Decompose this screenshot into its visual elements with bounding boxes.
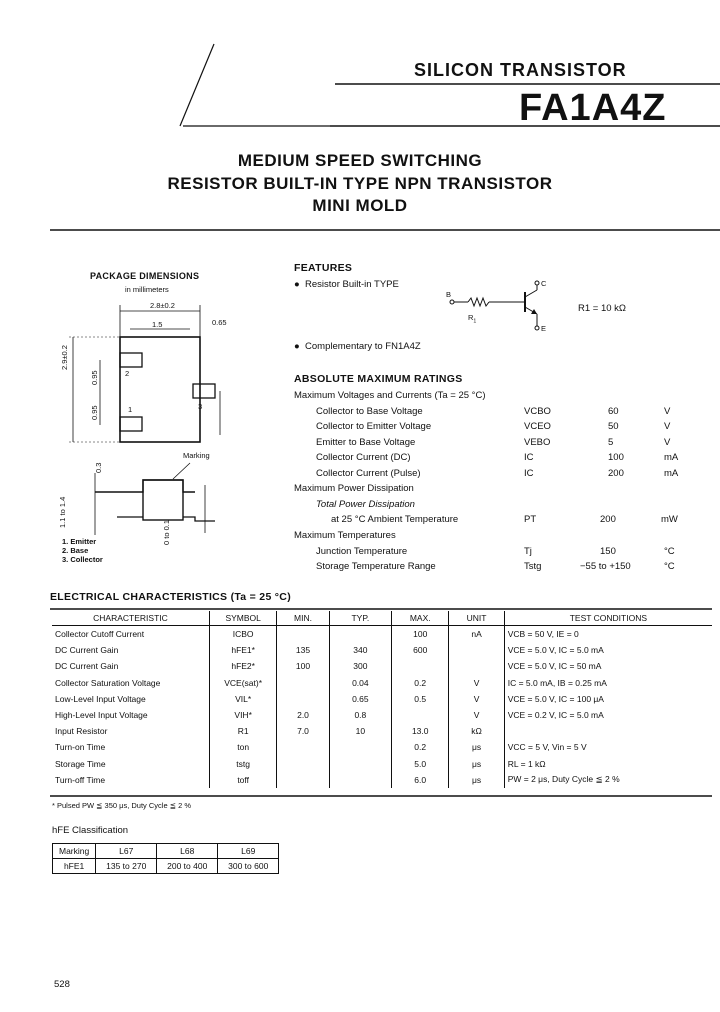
elec-row: [52, 691, 712, 707]
elec-cell-min: 2.0: [277, 707, 329, 723]
hfe-header-l67: L67: [96, 844, 157, 859]
elec-cell-sym: VCE(sat)*: [209, 675, 276, 691]
elec-row: [52, 772, 712, 788]
hfe-row-label: hFE1: [53, 859, 96, 874]
elec-row: [52, 723, 712, 739]
pin-2-label: 2: [125, 369, 130, 378]
elec-row: [52, 707, 712, 723]
abs-max-pd-unit: mW: [661, 514, 678, 525]
elec-cell-unit: nA: [449, 626, 504, 643]
lead-1: [120, 417, 142, 431]
elec-cell-unit: V: [449, 691, 504, 707]
elec-cell-max: 6.0: [392, 772, 449, 788]
circuit-symbol: [440, 280, 570, 335]
abs-max-group-voltages: Maximum Voltages and Currents (Ta = 25 °C): [294, 390, 486, 401]
temp-unit: °C: [664, 561, 675, 572]
abs-max-name: Collector Current (Pulse): [316, 468, 421, 479]
elec-cell-cond: IC = 5.0 mA, IB = 0.25 mA: [504, 675, 712, 691]
elec-cell-ch: Low-Level Input Voltage: [55, 693, 146, 704]
abs-max-value: 60: [608, 406, 619, 417]
abs-max-name: Emitter to Base Voltage: [316, 437, 416, 448]
lead-3: [193, 384, 215, 398]
elec-cell-min: [277, 675, 329, 691]
feature-bullet-2: ● Complementary to FN1A4Z: [294, 341, 421, 352]
elec-cell-unit: [449, 658, 504, 674]
hfe-title: hFE Classification: [52, 825, 129, 836]
abs-max-pd-name: at 25 °C Ambient Temperature: [331, 514, 459, 525]
pin-1-label: 1: [128, 405, 133, 414]
circuit-resistor-label: $R_1$: [468, 313, 477, 325]
abs-max-symbol: VCEO: [524, 421, 551, 432]
elec-cell-ch: High-Level Input Voltage: [55, 710, 148, 721]
elec-cell-ch: DC Current Gain: [55, 645, 119, 656]
elec-cell-typ: 0.8: [329, 707, 391, 723]
elec-cell-typ: 10: [329, 723, 391, 739]
temp-symbol: Tstg: [524, 561, 542, 572]
abs-max-name: Collector to Emitter Voltage: [316, 421, 432, 432]
elec-cell-min: [277, 691, 329, 707]
abs-max-name: Collector to Base Voltage: [316, 406, 423, 417]
dim-standoff: 0 to 0.1: [162, 519, 171, 545]
marking-label: Marking: [183, 451, 210, 460]
elec-cell-sym: VIL*: [209, 691, 276, 707]
abs-max-symbol: IC: [524, 452, 534, 463]
abs-max-group-power-sub: Total Power Dissipation: [316, 499, 415, 510]
elec-cell-max: 0.2: [392, 739, 449, 755]
abs-max-unit: V: [664, 406, 671, 417]
feature-bullet-1: ● Resistor Built-in TYPE: [294, 279, 399, 290]
elec-cell-cond: RL = 1 kΩ: [504, 756, 712, 772]
feature-item-1: Resistor Built-in TYPE: [305, 279, 399, 290]
elec-title: ELECTRICAL CHARACTERISTICS (Ta = 25 °C): [50, 591, 291, 603]
elec-cell-unit: V: [449, 707, 504, 723]
abs-max-symbol: VCBO: [524, 406, 551, 417]
elec-cell-cond: VCC = 5 V, Vin = 5 V: [504, 739, 712, 755]
elec-header: MIN.: [277, 611, 329, 626]
abs-max-group-temp: Maximum Temperatures: [294, 530, 396, 541]
elec-cell-sym: hFE1*: [209, 642, 276, 658]
abs-max-pd-symbol: PT: [524, 514, 537, 525]
elec-header: SYMBOL: [209, 611, 276, 626]
elec-cell-sym: tstg: [209, 756, 276, 772]
elec-row: [52, 675, 712, 691]
elec-cell-max: 5.0: [392, 756, 449, 772]
dim-thick-b: 1.1 to 1.4: [58, 496, 67, 528]
pin-legend-1: 1. Emitter: [62, 537, 97, 546]
side-view-body: [95, 480, 195, 492]
abs-max-unit: mA: [664, 468, 679, 479]
elec-cell-sym: hFE2*: [209, 658, 276, 674]
abs-max-pd-value: 200: [600, 514, 616, 525]
elec-cell-typ: [329, 626, 391, 643]
hfe-value-l68: 200 to 400: [157, 859, 218, 874]
elec-cell-sym: toff: [209, 772, 276, 788]
package-subtitle: in millimeters: [125, 285, 169, 294]
headline-line-1: MEDIUM SPEED SWITCHING: [237, 151, 483, 170]
temp-name: Junction Temperature: [316, 546, 408, 557]
elec-header: TEST CONDITIONS: [504, 611, 712, 626]
package-drawing: [55, 295, 235, 565]
elec-cell-min: [277, 626, 329, 643]
elec-cell-ch: Turn-on Time: [55, 742, 106, 753]
elec-row: [52, 756, 712, 772]
resistor-value: R1 = 10 kΩ: [578, 303, 627, 314]
dim-pitch-a: 0.95: [90, 370, 99, 385]
elec-cell-min: [277, 772, 329, 788]
feature-item-2: Complementary to FN1A4Z: [305, 341, 421, 352]
elec-cell-typ: 340: [329, 642, 391, 658]
dim-height: 2.9±0.2: [60, 345, 69, 370]
elec-cell-ch: DC Current Gain: [55, 661, 119, 672]
elec-header: UNIT: [449, 611, 504, 626]
elec-row: [52, 658, 712, 674]
temp-symbol: Tj: [524, 546, 532, 557]
elec-cell-cond: VCE = 5.0 V, IC = 100 μA: [504, 691, 712, 707]
features-title: FEATURES: [294, 262, 353, 274]
elec-cell-unit: kΩ: [449, 723, 504, 739]
elec-cell-typ: 0.65: [329, 691, 391, 707]
elec-cell-ch: Input Resistor: [55, 726, 108, 737]
elec-cell-typ: 0.04: [329, 675, 391, 691]
elec-cell-ch: Storage Time: [55, 758, 106, 769]
lead-2: [120, 353, 142, 367]
page-number: 528: [54, 979, 70, 990]
elec-cell-cond: VCE = 5.0 V, IC = 5.0 mA: [504, 642, 712, 658]
elec-cell-ch: Collector Cutoff Current: [55, 629, 145, 640]
elec-cell-max: 0.2: [392, 675, 449, 691]
elec-header: MAX.: [392, 611, 449, 626]
elec-row: [52, 642, 712, 658]
device-category: SILICON TRANSISTOR: [414, 60, 627, 80]
elec-cell-sym: ton: [209, 739, 276, 755]
headline-line-3: MINI MOLD: [312, 196, 408, 215]
circuit-emitter-label: E: [541, 324, 547, 333]
abs-max-unit: V: [664, 421, 671, 432]
circuit-collector-label: C: [541, 279, 547, 288]
elec-cell-unit: [449, 642, 504, 658]
abs-max-value: 100: [608, 452, 624, 463]
elec-cell-unit: μs: [449, 772, 504, 788]
pin-legend-3: 3. Collector: [62, 555, 103, 564]
elec-cell-min: [277, 739, 329, 755]
elec-cell-sym: ICBO: [209, 626, 276, 643]
hfe-header-l69: L69: [218, 844, 279, 859]
dim-lead-offset: 0.65: [212, 318, 227, 327]
elec-cell-typ: 300: [329, 658, 391, 674]
hfe-value-l69: 300 to 600: [218, 859, 279, 874]
hfe-value-l67: 135 to 270: [96, 859, 157, 874]
elec-cell-min: [277, 756, 329, 772]
elec-cell-min: 135: [277, 642, 329, 658]
hfe-header-marking: Marking: [53, 844, 96, 859]
dim-body: 1.5: [152, 320, 163, 329]
abs-max-unit: V: [664, 437, 671, 448]
dim-width: 2.8±0.2: [150, 301, 175, 310]
elec-cell-unit: μs: [449, 756, 504, 772]
elec-cell-sym: VIH*: [209, 707, 276, 723]
elec-cell-typ: [329, 756, 391, 772]
circuit-base-label: B: [446, 290, 452, 299]
elec-cell-cond: [504, 723, 712, 739]
elec-table: [52, 611, 712, 788]
elec-cell-sym: R1: [209, 723, 276, 739]
temp-unit: °C: [664, 546, 675, 557]
dim-thick-a: 0.3: [94, 462, 103, 473]
elec-cell-max: 0.5: [392, 691, 449, 707]
elec-footnote: * Pulsed PW ≦ 350 μs, Duty Cycle ≦ 2 %: [52, 801, 192, 810]
elec-cell-max: [392, 707, 449, 723]
elec-cell-max: 600: [392, 642, 449, 658]
elec-row: [52, 739, 712, 755]
elec-cell-typ: [329, 739, 391, 755]
elec-cell-cond: VCE = 0.2 V, IC = 5.0 mA: [504, 707, 712, 723]
abs-max-value: 50: [608, 421, 619, 432]
temp-name: Storage Temperature Range: [316, 561, 436, 572]
pin-3-label: 3: [198, 402, 203, 411]
part-number: FA1A4Z: [519, 87, 667, 129]
abs-max-value: 200: [608, 468, 624, 479]
elec-row: [52, 626, 712, 643]
elec-cell-cond: VCB = 50 V, IE = 0: [504, 626, 712, 643]
elec-cell-max: 100: [392, 626, 449, 643]
abs-max-title: ABSOLUTE MAXIMUM RATINGS: [294, 373, 463, 385]
abs-max-name: Collector Current (DC): [316, 452, 411, 463]
package-title: PACKAGE DIMENSIONS: [90, 271, 200, 281]
headline-line-2: RESISTOR BUILT-IN TYPE NPN TRANSISTOR: [167, 174, 553, 193]
abs-max-symbol: VEBO: [524, 437, 551, 448]
pin-legend-2: 2. Base: [62, 546, 89, 555]
abs-max-symbol: IC: [524, 468, 534, 479]
hfe-table: [52, 843, 279, 874]
abs-max-unit: mA: [664, 452, 679, 463]
elec-cell-cond: PW = 2 μs, Duty Cycle ≦ 2 %: [504, 772, 712, 788]
elec-header: TYP.: [329, 611, 391, 626]
elec-cell-max: [392, 658, 449, 674]
elec-cell-unit: μs: [449, 739, 504, 755]
elec-cell-cond: VCE = 5.0 V, IC = 50 mA: [504, 658, 712, 674]
abs-max-value: 5: [608, 437, 614, 448]
elec-header: CHARACTERISTIC: [52, 611, 209, 626]
temp-value: 150: [600, 546, 616, 557]
elec-cell-typ: [329, 772, 391, 788]
abs-max-group-power: Maximum Power Dissipation: [294, 483, 414, 494]
elec-cell-ch: Collector Saturation Voltage: [55, 677, 161, 688]
dim-pitch-b: 0.95: [90, 405, 99, 420]
elec-cell-unit: V: [449, 675, 504, 691]
elec-cell-min: 7.0: [277, 723, 329, 739]
elec-cell-ch: Turn-off Time: [55, 774, 106, 785]
temp-value: −55 to +150: [580, 561, 631, 572]
hfe-header-l68: L68: [157, 844, 218, 859]
elec-cell-min: 100: [277, 658, 329, 674]
elec-cell-max: 13.0: [392, 723, 449, 739]
